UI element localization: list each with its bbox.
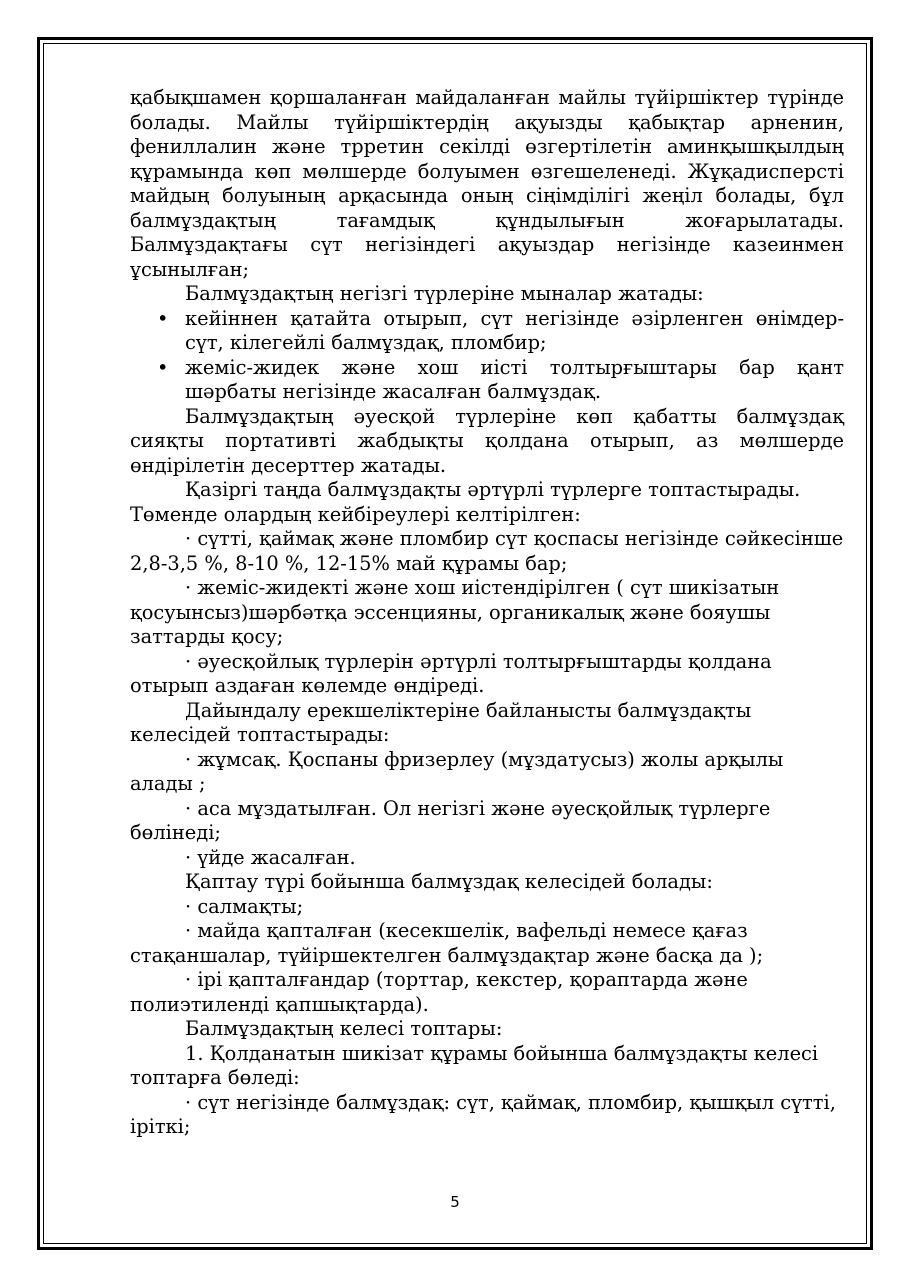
document-body [130, 86, 844, 1140]
paragraph: · салмақты; [185, 894, 304, 918]
paragraph: · үйде жасалған. [185, 845, 356, 869]
paragraph: 1. Қолданатын шикізат құрамы бойынша балмұздақты келесі топтарға бөледі: [130, 1041, 819, 1089]
paragraph: Балмұздақтың негізгі түрлеріне мыналар жатады: [185, 282, 704, 305]
page-number: 5 [450, 1193, 460, 1211]
list-item-text: жеміс-жидек және хош иісті толтырғыштары бар қант шәрбаты негізінде жасалған балмұздақ. [185, 355, 844, 403]
paragraph: Дайындалу ерекшеліктеріне байланысты балмұздақты келесідей топтастырады: [130, 698, 752, 746]
bullet-icon: • [157, 306, 169, 330]
paragraph: · сүт негізінде балмұздақ: сүт, қаймақ, пломбир, қышқыл сүтті, іріткі; [130, 1090, 836, 1138]
bullet-icon: • [157, 355, 169, 379]
paragraph: · сүтті, қаймақ және пломбир сүт қоспасы негізінде сәйкесінше 2,8-3,5 %, 8-10 %, 12-15% май құрамы бар; [130, 527, 844, 575]
list-item [130, 356, 844, 405]
paragraph: · ірі қапталғандар (торттар, кекстер, қораптарда және полиэтиленді қапшықтарда). [130, 968, 748, 1016]
list-item [130, 307, 844, 356]
paragraph: · майда қапталған (кесекшелік, вафельді немесе қағаз стақаншалар, түйіршектелген балмұздақтар және басқа да ); [130, 919, 764, 967]
paragraph: · әуесқойлық түрлерін әртүрлі толтырғыштарды қолдана отырып аздаған көлемде өндіреді. [130, 649, 772, 697]
paragraph: қабықшамен қоршаланған майдаланған майлы түйіршіктер түрінде болады. Майлы түйіршіктердің ақуызды қабықтар арненин, фениллалин және трретин секілді өзгертілетін аминқышқылдың құрамында көп мөлшерде болуымен өзгешеленеді. Жұқадисперсті майдың болуының арқасында оның сіңімділігі жеңіл болады, бұл балмұздақтың тағамдық құндылығын жоғарылатады. Балмұздақтағы сүт негізіндегі ақуыздар негізінде казеинмен ұсынылған; [130, 86, 844, 281]
list-item-text: кейіннен қатайта отырып, сүт негізінде әзірленген өнімдер-сүт, кілегейлі балмұздақ, пломбир; [185, 306, 844, 354]
paragraph: · жұмсақ. Қоспаны фризерлеу (мұздатусыз) жолы арқылы алады ; [130, 747, 784, 795]
paragraph: Қазіргі таңда балмұздақты әртүрлі түрлерге топтастырады. Төменде олардың кейбіреулері келтірілген: [130, 478, 801, 526]
paragraph: Қаптау түрі бойынша балмұздақ келесідей болады: [185, 870, 713, 893]
paragraph: · аса мұздатылған. Ол негізгі және әуесқойлық түрлерге бөлінеді; [130, 796, 771, 844]
paragraph: Балмұздақтың келесі топтары: [185, 1017, 503, 1040]
paragraph: Балмұздақтың әуесқой түрлеріне көп қабатты балмұздақ сияқты портативті жабдықты қолдана отырып, аз мөлшерде өндірілетін десерттер жатады. [130, 404, 844, 477]
paragraph: · жеміс-жидекті және хош иістендірілген ( сүт шикізатын қосуынсыз)шәрбәтқа эссенцияны, органикалық және бояушы заттарды қосу; [130, 576, 780, 648]
